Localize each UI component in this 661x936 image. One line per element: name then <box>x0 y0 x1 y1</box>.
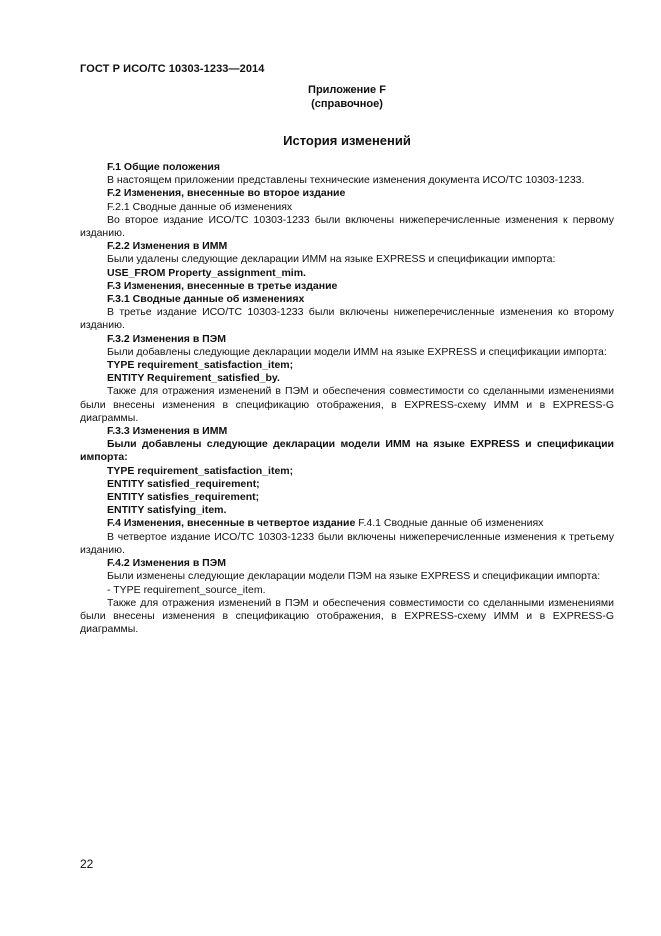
paragraph <box>80 333 614 346</box>
paragraph <box>80 214 614 240</box>
paragraph-text: Также для отражения изменений в ПЭМ и обеспечения совместимости со сделанными изменениями были внесены изменения в спецификацию отображения, в EXPRESS-схему ИММ и в EXPRESS-G диаграммы. <box>80 385 614 424</box>
paragraph <box>80 517 614 530</box>
paragraph-text: TYPE requirement_satisfaction_item; <box>107 359 294 372</box>
paragraph-text: В четвертое издание ИСО/ТС 10303-1233 были включены нижеперечисленные изменения к третьему изданию. <box>80 530 614 556</box>
paragraph <box>80 201 614 214</box>
paragraph <box>80 267 614 280</box>
paragraph-text: F.3 Изменения, внесенные в третье издание <box>107 279 338 292</box>
paragraph-text: F.4 Изменения, внесенные в четвертое издание <box>107 517 356 530</box>
paragraph <box>80 359 614 372</box>
paragraph <box>80 174 614 187</box>
paragraph <box>80 372 614 385</box>
annex-heading <box>262 83 432 111</box>
paragraph <box>80 597 614 637</box>
paragraph <box>80 240 614 253</box>
paragraph-text: Во второе издание ИСО/ТС 10303-1233 были включены нижеперечисленные изменения к первому изданию. <box>80 213 614 240</box>
page-title: История изменений <box>283 133 411 148</box>
paragraph-text: ENTITY satisfies_requirement; <box>107 491 260 504</box>
paragraph <box>80 161 614 174</box>
paragraph-text: F.4.2 Изменения в ПЭМ <box>107 557 226 570</box>
document-body <box>80 161 614 636</box>
paragraph-text: В настоящем приложении представлены технические изменения документа ИСО/ТС 10303-1233. <box>107 174 585 187</box>
paragraph-text: F.2.1 Сводные данные об изменениях <box>107 200 293 213</box>
paragraph <box>80 531 614 557</box>
paragraph <box>80 465 614 478</box>
paragraph <box>80 293 614 306</box>
paragraph-text: ENTITY satisfied_requirement; <box>107 477 260 490</box>
paragraph-text: F.3.2 Изменения в ПЭМ <box>107 332 226 345</box>
paragraph-text: ENTITY Requirement_satisfied_by. <box>107 372 280 385</box>
annex-title: Приложение F <box>308 84 386 96</box>
paragraph <box>80 438 614 464</box>
paragraph <box>80 504 614 517</box>
paragraph-text: F.3.3 Изменения в ИММ <box>107 425 228 438</box>
paragraph-text: Были добавлены следующие декларации модели ИММ на языке EXPRESS и спецификации импорта: <box>107 345 607 358</box>
page-number: 22 <box>80 857 94 871</box>
paragraph <box>80 253 614 266</box>
standard-designation: ГОСТ Р ИСО/ТС 10303-1233—2014 <box>80 63 265 75</box>
paragraph-text: Были добавлены следующие декларации модели ИММ на языке EXPRESS и спецификации импорта: <box>80 438 614 464</box>
paragraph-text: Были изменены следующие декларации модели ПЭМ на языке EXPRESS и спецификации импорта: <box>107 570 601 583</box>
paragraph-tail: F.4.1 Сводные данные об изменениях <box>355 517 544 530</box>
paragraph-text: F.2.2 Изменения в ИММ <box>107 240 228 253</box>
paragraph-text: Также для отражения изменений в ПЭМ и обеспечения совместимости со сделанными изменениями были внесены изменения в спецификацию отображения, в EXPRESS-схему ИММ и в EXPRESS-G диаграммы. <box>80 596 614 636</box>
paragraph <box>80 491 614 504</box>
annex-type: (справочное) <box>311 98 383 110</box>
paragraph <box>80 280 614 293</box>
paragraph-text: TYPE requirement_satisfaction_item; <box>107 464 294 477</box>
paragraph-text: F.3.1 Сводные данные об изменениях <box>107 293 305 306</box>
paragraph-text: F.1 Общие положения <box>107 161 221 173</box>
paragraph <box>80 306 614 332</box>
paragraph-text: - TYPE requirement_source_item. <box>107 583 266 596</box>
paragraph <box>80 478 614 491</box>
paragraph-text: Были удалены следующие декларации ИММ на языке EXPRESS и спецификации импорта: <box>107 253 556 266</box>
paragraph <box>80 385 614 425</box>
paragraph-text: В третье издание ИСО/ТС 10303-1233 были включены нижеперечисленные изменения ко второму изданию. <box>80 306 614 332</box>
paragraph <box>80 570 614 583</box>
paragraph <box>80 584 614 597</box>
paragraph <box>80 557 614 570</box>
paragraph <box>80 425 614 438</box>
paragraph-text: F.2 Изменения, внесенные во второе издание <box>107 187 346 200</box>
paragraph <box>80 346 614 359</box>
paragraph <box>80 187 614 200</box>
paragraph-text: ENTITY satisfying_item. <box>107 504 227 517</box>
paragraph-text: USE_FROM Property_assignment_mim. <box>107 266 306 279</box>
